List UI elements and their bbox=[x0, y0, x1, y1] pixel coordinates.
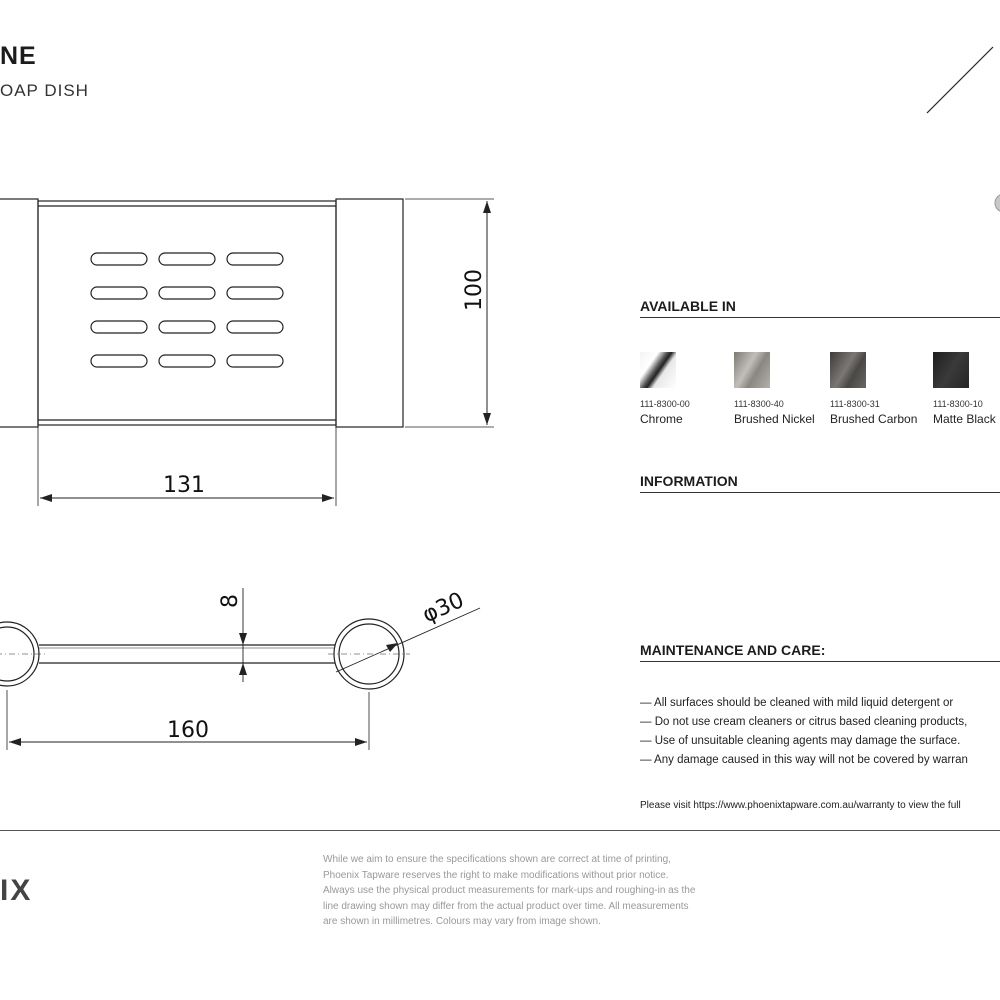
finish-code: 111-8300-00 bbox=[640, 399, 690, 409]
brand-logo-text: IX bbox=[0, 874, 33, 907]
finish-code: 111-8300-40 bbox=[734, 399, 784, 409]
product-subtitle: OAP DISH bbox=[0, 81, 89, 100]
thickness-dimension-label: 8 bbox=[218, 594, 243, 608]
disclaimer-line: Always use the physical product measurements for mark-ups and roughing-in as the bbox=[323, 885, 696, 896]
diameter-leader-line bbox=[336, 608, 480, 672]
footer-divider bbox=[0, 830, 1000, 831]
finish-name: Brushed Carbon bbox=[830, 412, 918, 426]
disclaimer-line: Phoenix Tapware reserves the right to make modifications without prior notice. bbox=[323, 869, 669, 881]
disclaimer-line: are shown in millimetres. Colours may vary from image shown. bbox=[323, 916, 601, 927]
finish-name: Chrome bbox=[640, 412, 683, 426]
finish-swatch-brushed-carbon[interactable] bbox=[830, 352, 866, 388]
list-item: — All surfaces should be cleaned with mild liquid detergent or bbox=[640, 697, 954, 709]
information-heading: INFORMATION bbox=[640, 473, 1000, 493]
disclaimer-line: While we aim to ensure the specifications shown are correct at time of printing, bbox=[323, 854, 671, 865]
finish-name: Brushed Nickel bbox=[734, 412, 815, 426]
top-view bbox=[0, 199, 494, 506]
list-item: — Any damage caused in this way will not be covered by warran bbox=[640, 754, 968, 766]
height-dimension-label: 100 bbox=[462, 269, 487, 311]
maintenance-list bbox=[640, 694, 1000, 770]
right-holder-outline bbox=[336, 199, 403, 427]
warranty-note: Please visit https://www.phoenixtapware.com.au/warranty to view the full bbox=[640, 800, 961, 811]
disclaimer bbox=[323, 852, 753, 930]
disclaimer-line: line drawing shown may differ from the actual product over time. All measurements bbox=[323, 900, 689, 912]
side-view bbox=[0, 588, 480, 750]
available-in-heading: AVAILABLE IN bbox=[640, 298, 1000, 318]
list-item: — Do not use cream cleaners or citrus based cleaning products, bbox=[640, 716, 968, 728]
dish-plate-outline bbox=[38, 201, 336, 425]
finish-swatch-matte-black[interactable] bbox=[933, 352, 969, 388]
maintenance-heading: MAINTENANCE AND CARE: bbox=[640, 642, 1000, 662]
finish-swatch-chrome[interactable] bbox=[640, 352, 676, 388]
finish-swatch-brushed-nickel[interactable] bbox=[734, 352, 770, 388]
product-title: NE bbox=[0, 42, 37, 70]
decorative-diagonal-line bbox=[927, 47, 993, 113]
length-dimension-label: 160 bbox=[167, 718, 209, 743]
diameter-dimension-label: φ30 bbox=[418, 587, 468, 629]
finish-code: 111-8300-10 bbox=[933, 399, 983, 409]
width-dimension-label: 131 bbox=[163, 473, 205, 498]
drainage-slots bbox=[91, 253, 283, 367]
left-holder-outline bbox=[0, 199, 38, 427]
list-item: — Use of unsuitable cleaning agents may damage the surface. bbox=[640, 735, 961, 747]
finish-name: Matte Black bbox=[933, 412, 996, 426]
product-image-fragment bbox=[995, 194, 1000, 212]
finish-code: 111-8300-31 bbox=[830, 399, 880, 409]
